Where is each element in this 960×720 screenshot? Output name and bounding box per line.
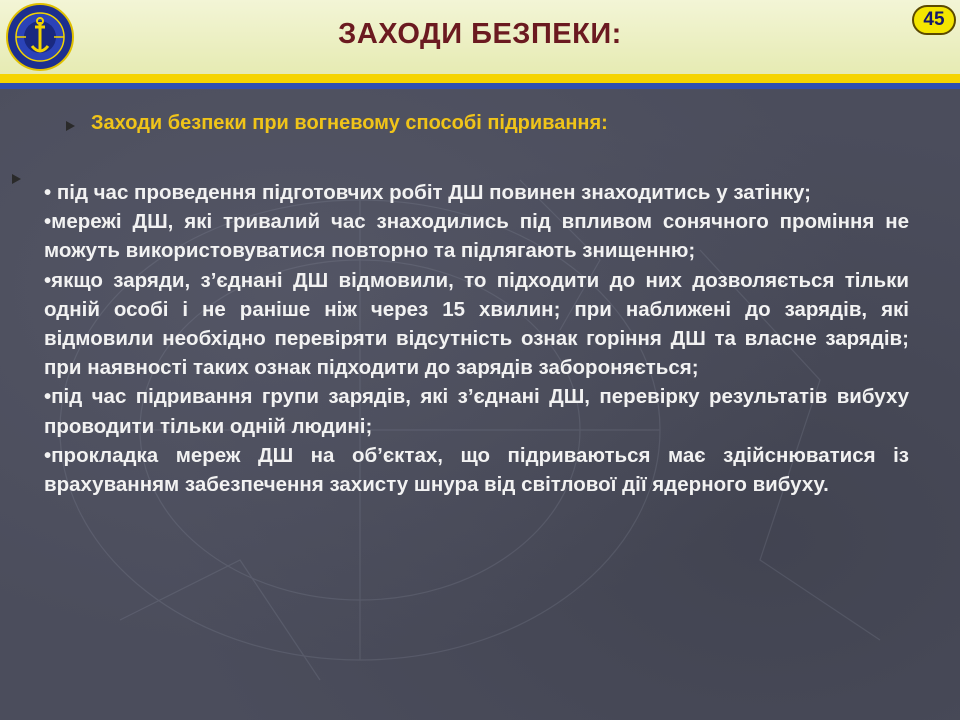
header-stripe-blue <box>0 83 960 89</box>
rule-item: •під час підривання групи зарядів, які з’єднані ДШ, перевірку результатів вибуху проводити тільки одній людині; <box>44 385 909 438</box>
rule-item: •якщо заряди, з’єднані ДШ відмовили, то підходити до них дозволяється тільки одній особі і не раніше ніж через 15 хвилин; при наближені до зарядів, які відмовили необхідно перевіряти відсутність ознак горіння ДШ та власне зарядів; при наявності таких ознак підходити до зарядів забороняється; <box>44 268 909 380</box>
arrow-right-icon <box>66 121 75 131</box>
arrow-right-icon <box>12 174 21 184</box>
rule-item: •мережі ДШ, які тривалий час знаходились під впливом сонячного проміння не можуть використовуватися повторно та підлягають знищенню; <box>44 210 909 263</box>
header-stripe-yellow <box>0 74 960 83</box>
page-number-badge: 45 <box>912 5 956 35</box>
header-bar <box>0 0 960 74</box>
safety-rules-list <box>44 178 909 499</box>
rule-item: • під час проведення підготовчих робіт ДШ повинен знаходитись у затінку; <box>44 181 811 204</box>
slide-title: ЗАХОДИ БЕЗПЕКИ: <box>338 18 622 50</box>
slide-subtitle: Заходи безпеки при вогневому способі підривання: <box>91 112 608 134</box>
rule-item: •прокладка мереж ДШ на об’єктах, що підриваються має здійснюватися із врахуванням забезпечення захисту шнура від світлової дії ядерного вибуху. <box>44 443 909 497</box>
